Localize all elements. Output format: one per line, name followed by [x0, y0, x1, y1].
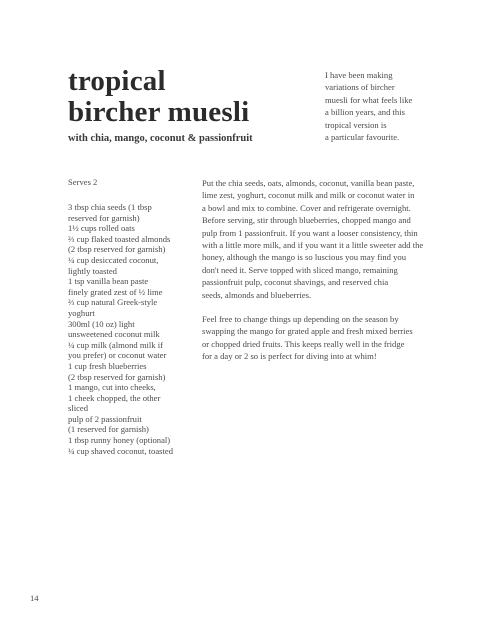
ingredient-line: yoghurt	[68, 307, 95, 318]
method-line: Put the chia seeds, oats, almonds, coconut, vanilla bean paste,	[202, 178, 415, 188]
method-paragraph	[202, 313, 437, 363]
method-line: pulp from 1 passionfruit. If you want a looser consistency, thin	[202, 227, 418, 238]
method-paragraph	[202, 177, 437, 301]
ingredient-line: ⅔ cup flaked toasted almonds	[68, 233, 171, 244]
method-text	[202, 177, 437, 363]
ingredient-line: (2 tbsp reserved for garnish)	[68, 371, 166, 382]
ingredient-line: unsweetened coconut milk	[68, 329, 160, 340]
serves-label: Serves 2	[68, 177, 98, 187]
intro-line: tropical version is	[325, 119, 387, 130]
ingredient-line: (2 tbsp reserved for garnish)	[68, 244, 166, 255]
ingredient-line: 1 tbsp runny honey (optional)	[68, 435, 171, 446]
method-line: don't need it. Serve topped with sliced mango, remaining	[202, 264, 398, 275]
method-line: lime zest, yoghurt, coconut milk and milk or coconut water in	[202, 190, 415, 201]
ingredient-line: 1½ cups rolled oats	[68, 223, 135, 234]
recipe-title-line: tropical	[68, 65, 166, 97]
method-line: Feel free to change things up depending on the season by	[202, 314, 399, 325]
intro-line: a billion years, and this	[325, 107, 405, 118]
method-line: with a little more milk, and if you want it a little sweeter add the	[202, 240, 424, 251]
intro-line: I have been making	[325, 70, 393, 80]
method-line: seeds, almonds and blueberries.	[202, 289, 312, 300]
ingredient-line: ¼ cup milk (almond milk if	[68, 339, 163, 350]
ingredient-line: ¼ cup shaved coconut, toasted	[68, 445, 174, 456]
method-line: for a day or 2 so is perfect for diving into at whim!	[202, 351, 377, 362]
ingredient-line: 1 mango, cut into cheeks,	[68, 382, 156, 393]
method-line: Before serving, stir through blueberries, chopped mango and	[202, 215, 411, 226]
ingredient-line: reserved for garnish)	[68, 212, 140, 223]
ingredient-line: lightly toasted	[68, 265, 117, 276]
ingredient-line: ¼ cup desiccated coconut,	[68, 254, 159, 265]
method-line: swapping the mango for grated apple and fresh mixed berries	[202, 326, 413, 337]
method-line: or chopped dried fruits. This keeps really well in the fridge	[202, 338, 405, 349]
ingredient-line: 1 cup fresh blueberries	[68, 360, 147, 371]
ingredient-line: finely grated zest of ½ lime	[68, 286, 163, 297]
ingredient-line: 300ml (10 oz) light	[68, 318, 135, 329]
intro-text	[325, 69, 445, 143]
ingredient-line: ⅔ cup natural Greek-style	[68, 297, 158, 308]
method-line: passionfruit pulp, coconut shavings, and reserved chia	[202, 277, 389, 288]
ingredient-list	[68, 202, 193, 456]
ingredient-line: 1 tsp vanilla bean paste	[68, 276, 149, 287]
method-line: honey, although the mango is so luscious you may find you	[202, 252, 407, 263]
recipe-title-line: bircher muesli	[68, 96, 250, 128]
ingredient-line: 1 cheek chopped, the other	[68, 392, 161, 403]
recipe-title	[68, 66, 249, 128]
ingredient-line: you prefer) or coconut water	[68, 350, 167, 361]
ingredient-line: 3 tbsp chia seeds (1 tbsp	[68, 202, 152, 212]
ingredient-line: pulp of 2 passionfruit	[68, 413, 142, 424]
ingredient-line: (1 reserved for garnish)	[68, 424, 149, 435]
recipe-subtitle: with chia, mango, coconut & passionfruit	[68, 133, 253, 144]
page-number: 14	[30, 593, 39, 603]
intro-line: a particular favourite.	[325, 132, 400, 143]
ingredient-line: sliced	[68, 403, 89, 414]
intro-line: muesli for what feels like	[325, 94, 413, 105]
method-line: a bowl and mix to combine. Cover and refrigerate overnight.	[202, 202, 411, 213]
intro-line: variations of bircher	[325, 82, 395, 93]
